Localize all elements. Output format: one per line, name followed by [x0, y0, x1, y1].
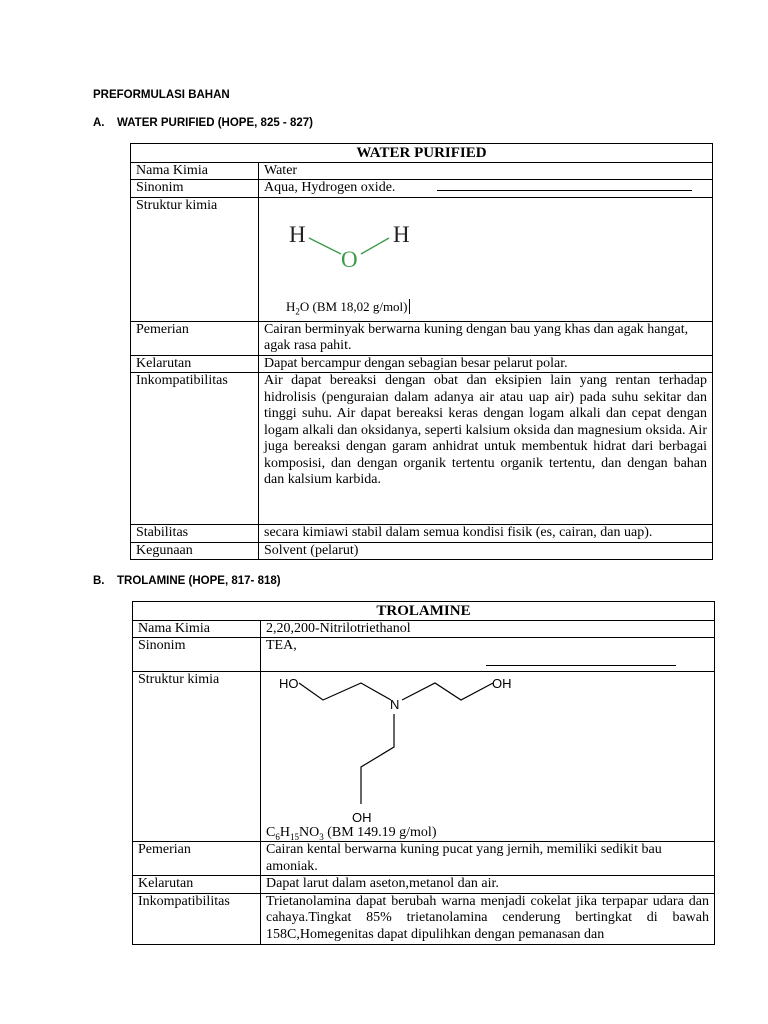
atom-o: O	[341, 246, 358, 272]
trolamine-molecule-diagram	[261, 672, 561, 842]
table-row	[133, 620, 715, 638]
row-label: Sinonim	[133, 638, 261, 672]
table-row	[133, 672, 715, 842]
atom-h-right: H	[393, 221, 410, 247]
label-oh-bottom: OH	[352, 810, 372, 825]
blank-underline	[437, 190, 692, 191]
label-oh-right: OH	[492, 676, 512, 691]
row-value: 2,20,200-Nitrilotriethanol	[261, 620, 715, 638]
row-value: secara kimiawi stabil dalam semua kondisi fisik (es, cairan, dan uap).	[259, 525, 713, 543]
page-title: PREFORMULASI BAHAN	[93, 89, 230, 101]
section-b-heading	[93, 575, 281, 587]
table-row	[131, 373, 713, 525]
row-label: Struktur kimia	[131, 197, 259, 321]
row-value: Dapat bercampur dengan sebagian besar pelarut polar.	[259, 355, 713, 373]
row-label: Pemerian	[131, 321, 259, 355]
row-value: Solvent (pelarut)	[259, 542, 713, 560]
table-row	[131, 542, 713, 560]
table-row	[131, 525, 713, 543]
section-a-title: WATER PURIFIED (HOPE, 825 - 827)	[117, 117, 313, 129]
row-label: Kegunaan	[131, 542, 259, 560]
row-label: Kelarutan	[133, 876, 261, 894]
bond-h-o-left	[309, 238, 341, 254]
blank-underline	[486, 665, 676, 666]
water-formula: $H_2O$ (BM 18,02 g/mol)	[286, 298, 408, 317]
synonym-text: Aqua, Hydrogen oxide.	[264, 180, 396, 195]
row-label: Nama Kimia	[133, 620, 261, 638]
water-structure-cell	[259, 197, 713, 321]
row-value	[261, 638, 715, 672]
row-label: Pemerian	[133, 842, 261, 876]
table-row	[131, 162, 713, 180]
table-row	[131, 197, 713, 321]
row-value: Cairan berminyak berwarna kuning dengan bau yang khas dan agak hangat, agak rasa pahit.	[259, 321, 713, 355]
left-ethanol-chain	[299, 683, 391, 700]
row-label: Inkompatibilitas	[133, 893, 261, 944]
section-b-letter: B.	[93, 575, 105, 587]
synonym-text: TEA,	[266, 638, 297, 653]
table-title: TROLAMINE	[133, 602, 715, 621]
atom-h-left: H	[289, 221, 306, 247]
row-label: Sinonim	[131, 180, 259, 198]
label-ho-left: HO	[279, 676, 299, 691]
row-label: Stabilitas	[131, 525, 259, 543]
row-value: Trietanolamina dapat berubah warna menjadi cokelat jika terpapar udara dan cahaya.Tingkat 85% trietanolamina cenderung bertingkat di bawah 158C,Homegenitas dapat dipulihkan dengan pemanasan dan	[261, 893, 715, 944]
section-a-letter: A.	[93, 117, 105, 129]
row-value: Cairan kental berwarna kuning pucat yang jernih, memiliki sedikit bau amoniak.	[261, 842, 715, 876]
row-label: Inkompatibilitas	[131, 373, 259, 525]
bond-o-h-right	[361, 238, 389, 254]
row-label: Kelarutan	[131, 355, 259, 373]
table-row	[133, 842, 715, 876]
table-row	[133, 893, 715, 944]
trolamine-formula: $C_6H_{15}NO_3$ (BM 149.19 g/mol)	[266, 825, 437, 842]
table-row	[131, 180, 713, 198]
row-value: Dapat larut dalam aseton,metanol dan air.	[261, 876, 715, 894]
label-n: N	[390, 697, 400, 712]
row-label: Nama Kimia	[131, 162, 259, 180]
row-value: Air dapat bereaksi dengan obat dan eksipien lain yang rentan terhadap hidrolisis (penguraian dalam adanya air atau uap air) pada suhu sekitar dan tinggi suhu. Air dapat bereaksi keras dengan logam alkali dan cepat dengan logam alkali dan oksidanya, seperti kalsium oksida dan magnesium oksida. Air juga bereaksi dengan garam anhidrat untuk membentuk hidrat dari berbagai komposisi, dan dengan organik tertentu organik tertentu, dan dengan bahan dan kalsium karbida.	[259, 373, 713, 525]
table-row	[133, 638, 715, 672]
table-row	[131, 321, 713, 355]
table-row	[131, 355, 713, 373]
right-ethanol-chain	[402, 683, 493, 700]
row-label: Struktur kimia	[133, 672, 261, 842]
table-row	[133, 876, 715, 894]
trolamine-table	[132, 601, 715, 945]
row-value: Water	[259, 162, 713, 180]
section-a-heading	[93, 117, 313, 129]
row-value	[259, 180, 713, 198]
trolamine-structure-cell	[261, 672, 715, 842]
water-purified-table	[130, 143, 713, 560]
bottom-ethanol-chain	[361, 714, 394, 804]
table-title: WATER PURIFIED	[131, 144, 713, 163]
section-b-title: TROLAMINE (HOPE, 817- 818)	[117, 575, 281, 587]
